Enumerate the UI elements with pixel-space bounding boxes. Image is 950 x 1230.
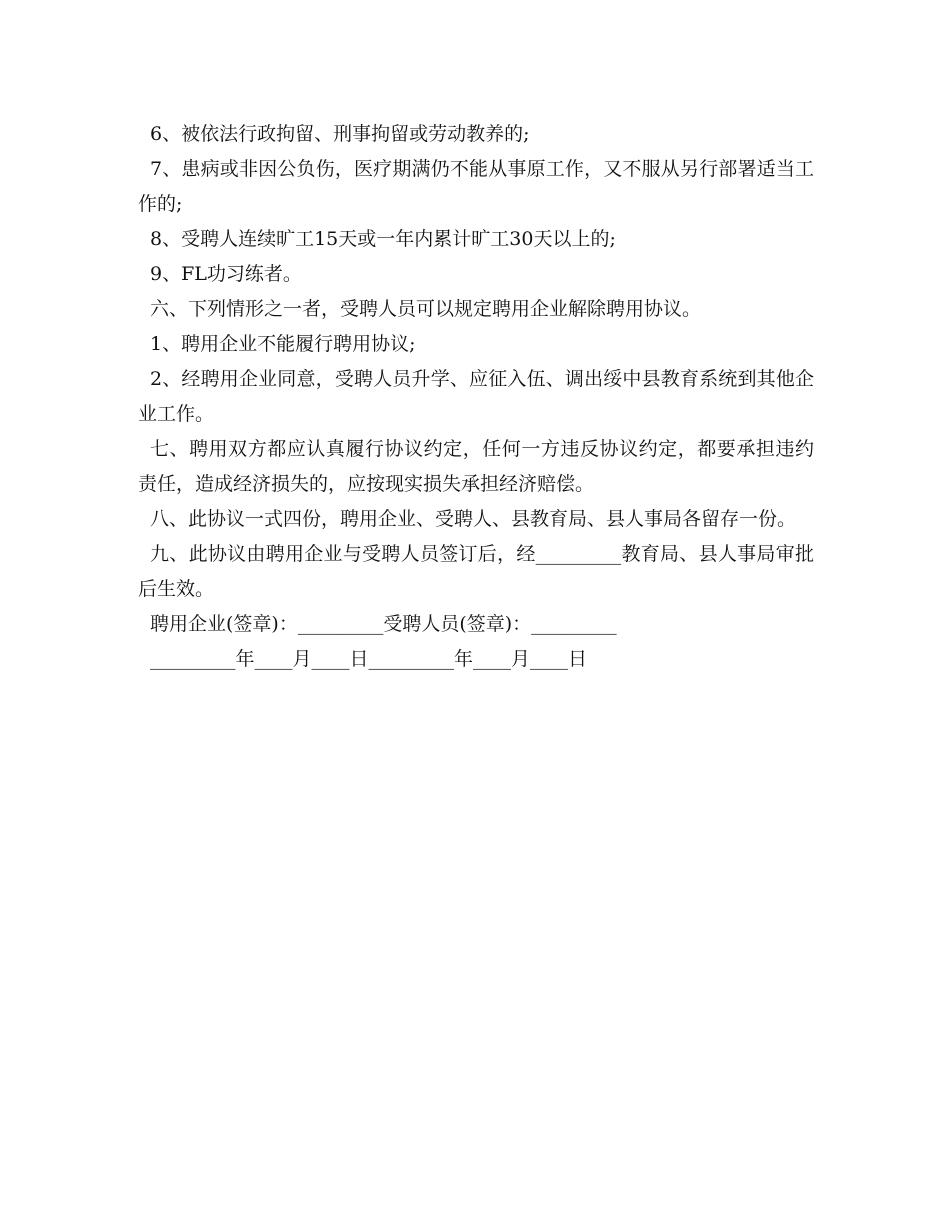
clause-7-illness: 7、患病或非因公负伤，医疗期满仍不能从事原工作，又不服从另行部署适当工作的; <box>138 158 814 215</box>
section-6-item-2: 2、经聘用企业同意，受聘人员升学、应征入伍、调出绥中县教育系统到其他企业工作。 <box>138 368 814 425</box>
section-6-heading: 六、下列情形之一者，受聘人员可以规定聘用企业解除聘用协议。 <box>150 298 702 320</box>
signature-line: 聘用企业(签章)：_________受聘人员(签章)：_________ <box>150 613 617 635</box>
section-8-copies: 八、此协议一式四份，聘用企业、受聘人、县教育局、县人事局各留存一份。 <box>150 508 797 530</box>
clause-6-detention: 6、被依法行政拘留、刑事拘留或劳动教养的; <box>150 123 530 145</box>
section-7-liability: 七、聘用双方都应认真履行协议约定，任何一方违反协议约定，都要承担违约责任，造成经济损失的，应按现实损失承担经济赔偿。 <box>138 438 814 495</box>
document-body <box>138 117 814 677</box>
section-6-item-1: 1、聘用企业不能履行聘用协议; <box>150 333 416 355</box>
date-line: _________年____月____日_________年____月____日 <box>150 648 588 670</box>
clause-8-absence: 8、受聘人连续旷工15天或一年内累计旷工30天以上的; <box>150 228 616 250</box>
section-9-approval: 九、此协议由聘用企业与受聘人员签订后，经_________教育局、县人事局审批后生效。 <box>138 543 814 600</box>
clause-9: 9、FL功习练者。 <box>150 263 302 285</box>
